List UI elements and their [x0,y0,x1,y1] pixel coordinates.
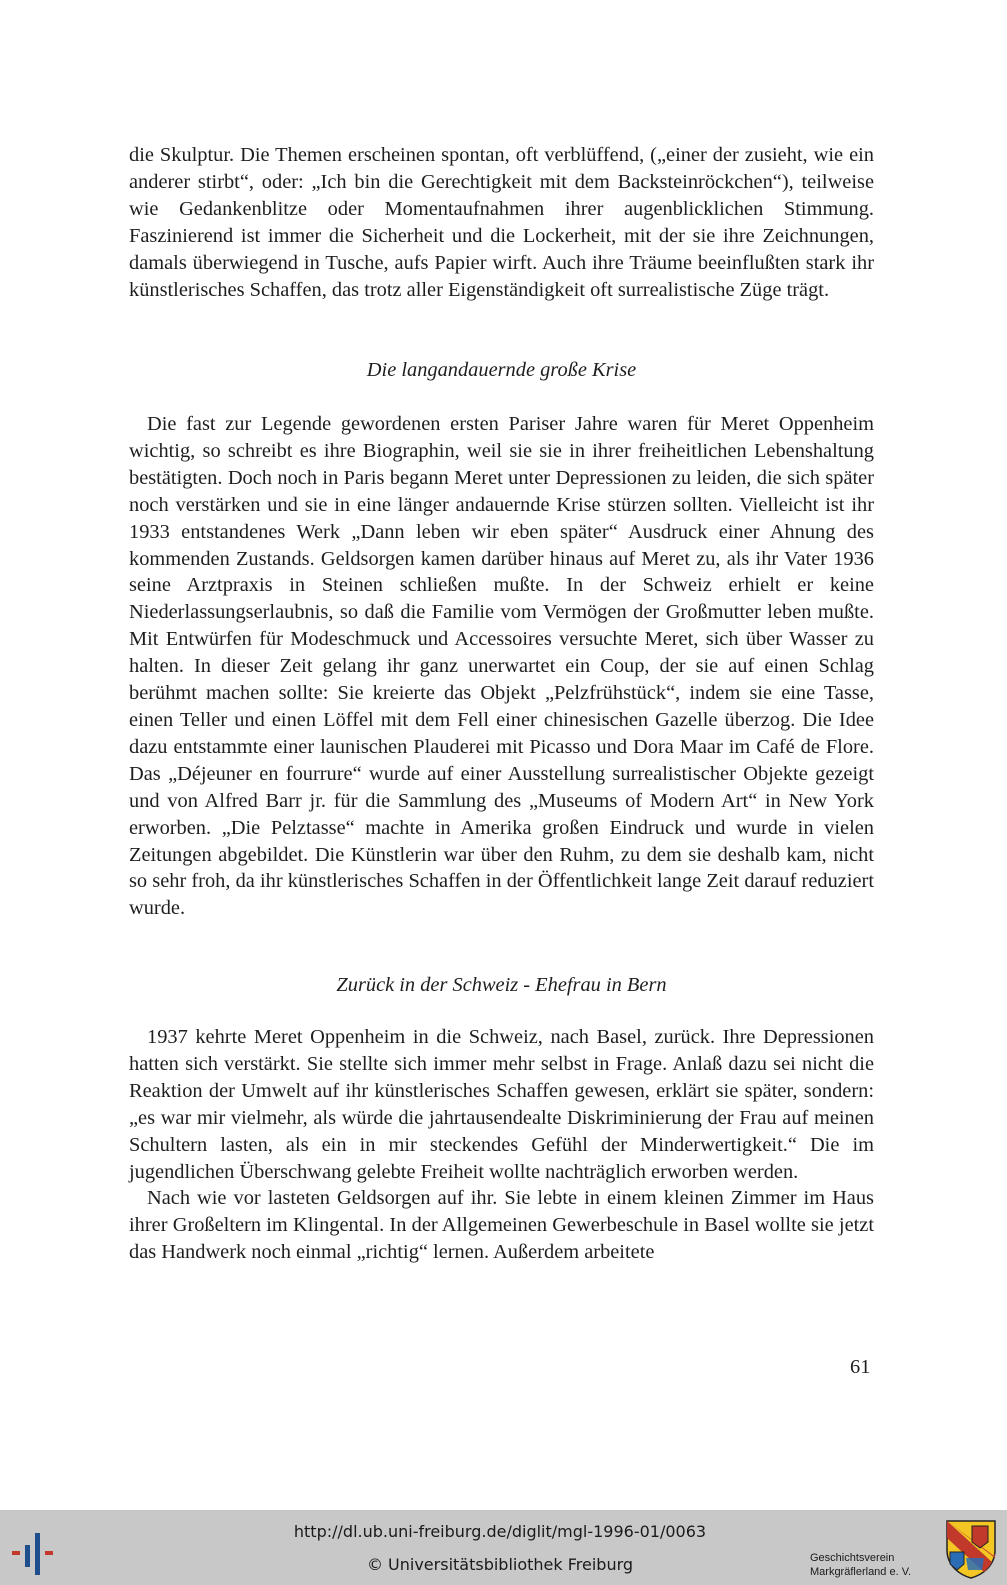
footer-bar [0,1510,1007,1585]
text-section-bottom [129,1024,874,1266]
society-name-line: Markgräflerland e. V. [810,1566,912,1578]
text-section-top [129,142,874,303]
library-logo-icon [10,1529,66,1575]
section-heading: Die langandauernde große Krise [366,359,637,381]
copyright-notice: © Universitätsbibliothek Freiburg [366,1555,634,1574]
society-name [810,1551,940,1579]
page-number: 61 [850,1356,871,1378]
source-url-link[interactable]: http://dl.ub.uni-freiburg.de/diglit/mgl-1996-01/0063 [293,1522,707,1541]
paragraph: die Skulptur. Die Themen erscheinen spontan, oft verblüffend, („einer der zusieht, wie ein anderer stirbt“, oder: „Ich bin die Gerechtigkeit mit dem Backsteinröckchen“), teilweise wie Gedankenblitze oder Momentaufnahmen ihrer augenblicklichen Stimmung. Faszinierend ist immer die Sicherheit und die Lockerheit, mit der sie ihre Zeichnungen, damals überwiegend in Tusche, aufs Papier wirft. Auch ihre Träume beeinflußten stark ihr künstlerisches Schaffen, das trotz aller Eigenständigkeit oft surrealistische Züge trägt. [129,144,874,301]
coat-of-arms-icon [944,1518,998,1580]
text-section-middle [129,411,874,922]
paragraph: 1937 kehrte Meret Oppenheim in die Schweiz, nach Basel, zurück. Ihre Depressionen hatten sich verstärkt. Sie stellte sich immer mehr selbst in Frage. Anlaß dazu sei nicht die Reaktion der Umwelt auf ihr künstlerisches Schaffen gewesen, erklärt sie später, sondern: „es war mir vielmehr, als würde die jahrtausendealte Diskriminierung der Frau auf meinen Schultern lasten, als ein in mir steckendes Gefühl der Minderwertigkeit.“ Die im jugendlichen Überschwang gelebte Freiheit wollte nachträglich erworben werden. [129,1026,874,1183]
paragraph: Nach wie vor lasteten Geldsorgen auf ihr. Sie lebte in einem kleinen Zimmer im Haus ihrer Großeltern im Klingental. In der Allgemeinen Gewerbeschule in Basel wollte sie jetzt das Handwerk noch einmal „richtig“ lernen. Außerdem arbeitete [129,1187,874,1264]
section-heading: Zurück in der Schweiz - Ehefrau in Bern [336,974,667,996]
society-name-line: Geschichtsverein [810,1552,895,1564]
paragraph: Die fast zur Legende gewordenen ersten Pariser Jahre waren für Meret Oppenheim wichtig, so schreibt es ihre Biographin, weil sie sie in ihrer freiheitlichen Lebenshaltung bestätigten. Doch noch in Paris begann Meret unter Depressionen zu leiden, die sich später noch verstärken und sie in eine länger andauernde Krise stürzen sollten. Vielleicht ist ihr 1933 entstandenes Werk „Dann leben wir eben später“ Ausdruck einer Ahnung des kommenden Zustands. Geldsorgen kamen darüber hinaus auf Meret zu, als ihr Vater 1936 seine Arztpraxis in Steinen schließen mußte. In der Schweiz erhielt er keine Niederlassungserlaubnis, so daß die Familie vom Vermögen der Großmutter leben mußte. Mit Entwürfen für Modeschmuck und Accessoires versuchte Meret, sich über Wasser zu halten. In dieser Zeit gelang ihr ganz unerwartet ein Coup, der sie auf einen Schlag berühmt machen sollte: Sie kreierte das Objekt „Pelzfrühstück“, indem sie eine Tasse, einen Teller und einen Löffel mit dem Fell einer chinesischen Gazelle überzog. Die Idee dazu entstammte einer launischen Plauderei mit Picasso und Dora Maar im Café de Flore. Das „Déjeuner en fourrure“ wurde auf einer Ausstellung surrealistischer Objekte gezeigt und von Alfred Barr jr. für die Sammlung des „Museums of Modern Art“ in New York erworben. „Die Pelztasse“ machte in Amerika großen Eindruck und wurde in vielen Zeitungen abgebildet. Die Künstlerin war über den Ruhm, zu dem sie deshalb kam, nicht so sehr froh, da ihr künstlerisches Schaffen in der Öffentlichkeit lange Zeit darauf reduziert wurde. [129,413,874,920]
